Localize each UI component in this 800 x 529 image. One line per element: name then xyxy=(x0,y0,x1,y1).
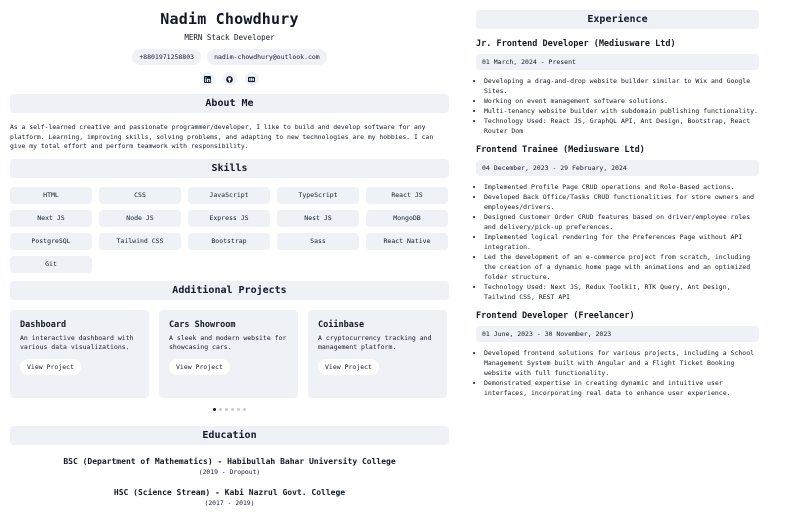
github-icon[interactable] xyxy=(223,72,237,86)
project-card-coiinbase xyxy=(308,310,447,398)
skill-chip: Express JS xyxy=(188,210,270,227)
project-title: Dashboard xyxy=(20,319,67,330)
profile-name: Nadim Chowdhury xyxy=(160,10,299,28)
job-entry xyxy=(476,145,759,302)
carousel-pagination xyxy=(10,408,449,411)
job-title: Frontend Developer (Freelancer) xyxy=(476,311,635,321)
projects-heading: Additional Projects xyxy=(10,281,449,300)
right-column xyxy=(476,10,759,398)
education-degree: HSC (Science Stream) - Kabi Nazrul Govt. College xyxy=(113,487,346,497)
devto-icon[interactable] xyxy=(245,72,259,86)
carousel-dot[interactable] xyxy=(243,408,246,411)
skill-chip: MongoDB xyxy=(366,210,448,227)
job-bullet: • Implemented Profile Page CRUD operations and Role-Based actions. xyxy=(484,182,759,192)
view-project-button[interactable]: View Project xyxy=(20,359,81,375)
project-title: Cars Showroom xyxy=(169,319,236,330)
job-bullets xyxy=(476,348,759,398)
job-bullets xyxy=(476,182,759,302)
projects-carousel xyxy=(10,310,449,398)
carousel-dot[interactable] xyxy=(219,408,222,411)
skill-chip: CSS xyxy=(99,187,181,204)
skill-chip: Node JS xyxy=(99,210,181,227)
job-entry xyxy=(476,311,759,398)
skill-chip: Next JS xyxy=(10,210,92,227)
left-column xyxy=(10,8,449,507)
job-bullets xyxy=(476,76,759,136)
job-bullet: • Implemented logical rendering for the Preferences Page without API integration. xyxy=(484,232,759,252)
job-bullet: • Technology Used: React JS, GraphQL API, Ant Design, Bootstrap, React Router Dom xyxy=(484,116,759,136)
project-desc: A cryptocurrency tracking and management platform. xyxy=(318,333,432,351)
profile-role: MERN Stack Developer xyxy=(184,33,275,42)
education-dates: (2019 - Dropout) xyxy=(198,467,261,476)
project-card-cars-showroom xyxy=(159,310,298,398)
email-pill[interactable]: nadim-chowdhury@outlook.com xyxy=(207,49,327,65)
carousel-dot[interactable] xyxy=(213,408,216,411)
skill-chip: JavaScript xyxy=(188,187,270,204)
skill-chip: Sass xyxy=(277,233,359,250)
skill-chip: TypeScript xyxy=(277,187,359,204)
job-bullet: • Developed frontend solutions for various projects, including a School Management System built with Angular and a Flight Ticket Booking website with full functionality. xyxy=(484,348,759,378)
carousel-dot[interactable] xyxy=(237,408,240,411)
education-dates: (2017 - 2019) xyxy=(204,498,255,507)
job-title: Jr. Frontend Developer (Mediusware Ltd) xyxy=(476,39,676,49)
view-project-button[interactable]: View Project xyxy=(318,359,379,375)
skill-chip: PostgreSQL xyxy=(10,233,92,250)
job-dates: 01 March, 2024 - Present xyxy=(476,54,759,70)
contact-row xyxy=(10,49,449,65)
job-bullet: • Multi-tenancy website builder with subdomain publishing functionality. xyxy=(484,106,759,116)
about-text: As a self-learned creative and passionate programmer/developer, I like to build and develop software for any platform. Learning, improving skills, solving problems, and adapting to new technologies are my hobbies. I can give my total effort and perform teamwork with responsibility. xyxy=(10,123,434,151)
skill-chip: Nest JS xyxy=(277,210,359,227)
education-degree: BSC (Department of Mathematics) - Habibullah Bahar University College xyxy=(63,456,396,466)
job-bullet: • Technology Used: Next JS, Redux Toolkit, RTK Query, Ant Design, Tailwind CSS, REST API xyxy=(484,282,759,302)
linkedin-icon[interactable] xyxy=(201,72,215,86)
about-heading: About Me xyxy=(10,94,449,113)
carousel-dot[interactable] xyxy=(231,408,234,411)
skill-chip: Bootstrap xyxy=(188,233,270,250)
phone-pill[interactable]: +8801971258803 xyxy=(132,49,201,65)
job-bullet: • Working on event management software solutions. xyxy=(484,96,759,106)
job-dates: 01 June, 2023 - 30 November, 2023 xyxy=(476,326,759,342)
project-desc: An interactive dashboard with various data visualizations. xyxy=(20,333,134,351)
skill-chip: Git xyxy=(10,256,92,273)
project-card-dashboard xyxy=(10,310,149,398)
job-dates: 04 December, 2023 - 29 February, 2024 xyxy=(476,160,759,176)
skills-grid xyxy=(10,187,449,273)
project-title: Coiinbase xyxy=(318,319,365,330)
job-bullet: • Developing a drag-and-drop website builder similar to Wix and Google Sites. xyxy=(484,76,759,96)
view-project-button[interactable]: View Project xyxy=(169,359,230,375)
job-entry xyxy=(476,39,759,136)
skills-heading: Skills xyxy=(10,159,449,178)
skill-chip: Tailwind CSS xyxy=(99,233,181,250)
job-bullet: • Demonstrated expertise in creating dynamic and intuitive user interfaces, incorporating real data to enhance user experience. xyxy=(484,378,759,398)
carousel-dot[interactable] xyxy=(225,408,228,411)
job-bullet: • Led the development of an e-commerce project from scratch, including the creation of a dynamic home page with animations and an optimized folder structure. xyxy=(484,252,759,282)
job-bullet: • Designed Customer Order CRUD features based on driver/employee roles and delivery/pick-up preferences. xyxy=(484,212,759,232)
skill-chip: HTML xyxy=(10,187,92,204)
social-links xyxy=(10,72,449,86)
job-title: Frontend Trainee (Mediusware Ltd) xyxy=(476,145,645,155)
skill-chip: React Native xyxy=(366,233,448,250)
job-bullet: • Developed Back Office/Tasks CRUD functionalities for store owners and employees/drivers. xyxy=(484,192,759,212)
experience-heading: Experience xyxy=(476,10,759,29)
skill-chip: React JS xyxy=(366,187,448,204)
project-desc: A sleek and modern website for showcasing cars. xyxy=(169,333,287,351)
education-heading: Education xyxy=(10,426,449,445)
